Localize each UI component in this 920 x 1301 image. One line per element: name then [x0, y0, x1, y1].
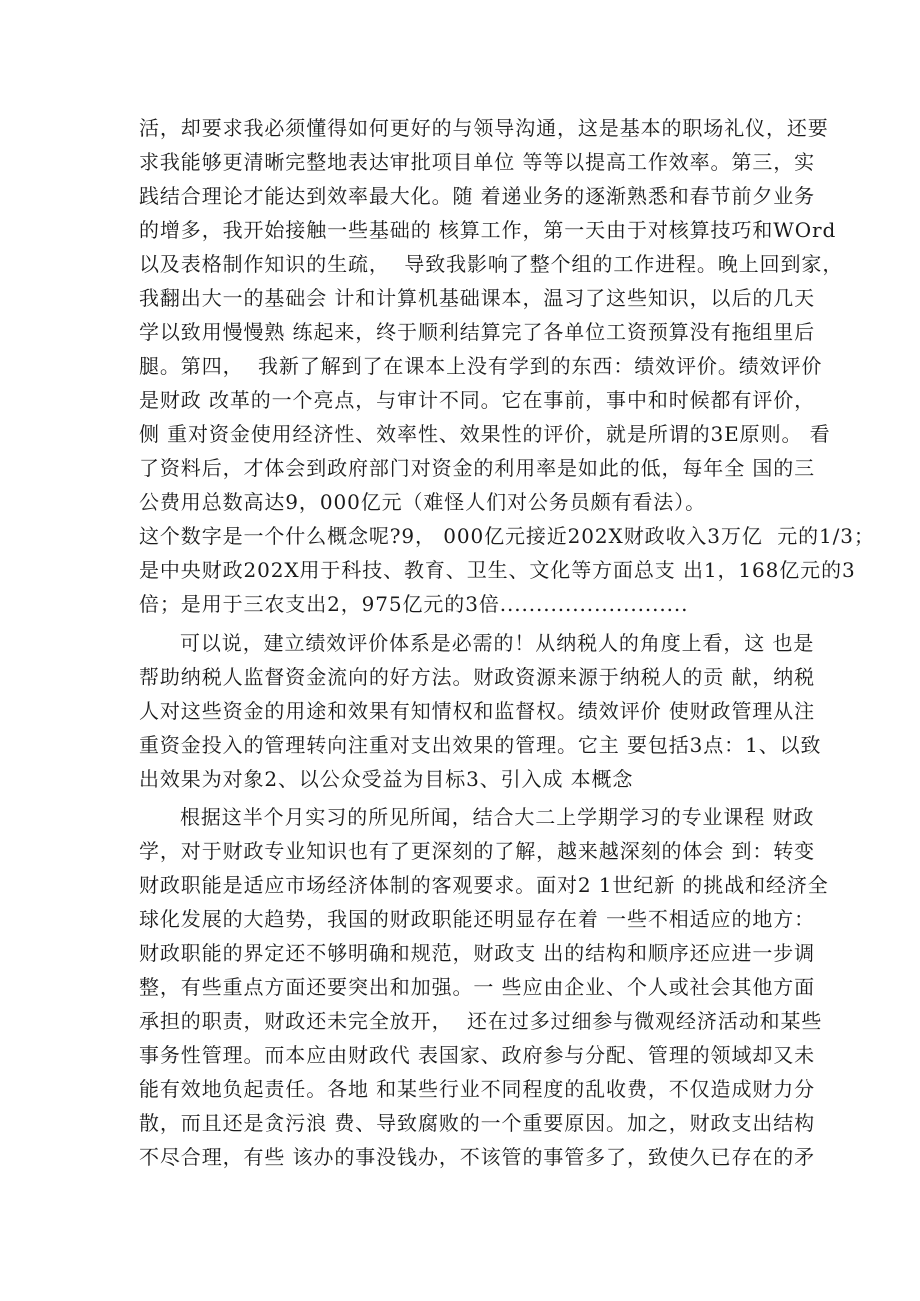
text-line: 的增多，我开始接触一些基础的 核算工作，第一天由于对核算技巧和WOrd: [139, 218, 837, 242]
text-line: 侧 重对资金使用经济性、效率性、效果性的评价，就是所谓的3E原则。 看: [139, 422, 831, 446]
text-line: 球化发展的大趋势，我国的财政职能还明显存在着 一些不相适应的地方：: [139, 907, 816, 931]
text-line: 是中央财政202X用于科技、教育、卫生、文化等方面总支 出1，168亿元的3: [139, 558, 856, 582]
text-line: 散，而且还是贪污浪 费、导致腐败的一个重要原因。加之，财政支出结构: [139, 1111, 816, 1135]
text-line: 践结合理论才能达到效率最大化。随 着递业务的逐渐熟悉和春节前夕业务: [139, 184, 816, 208]
text-line: 财政职能是适应市场经济体制的客观要求。面对2 1世纪新 的挑战和经济全: [139, 873, 829, 897]
paragraph-first-line: 根据这半个月实习的所见所闻，结合大二上学期学习的专业课程 财政: [180, 805, 815, 829]
text-line: 学，对于财政专业知识也有了更深刻的了解，越来越深刻的体会 到：转变: [139, 839, 816, 863]
text-line: 帮助纳税人监督资金流向的好方法。财政资源来源于纳税人的贡 献，纳税: [139, 665, 816, 689]
text-line: 求我能够更清晰完整地表达审批项目单位 等等以提高工作效率。第三，实: [139, 150, 816, 174]
text-line: 财政职能的界定还不够明确和规范，财政支 出的结构和顺序还应进一步调: [139, 941, 816, 965]
text-line: 这个数字是一个什么概念呢?9， 000亿元接近202X财政收入3万亿 元的1/3；: [139, 524, 875, 548]
text-line: 了资料后，才体会到政府部门对资金的利用率是如此的低，每年全 国的三: [139, 456, 816, 480]
text-line: 是财政 改革的一个亮点，与审计不同。它在事前，事中和时候都有评价，: [139, 388, 816, 412]
text-line: 腿。第四， 我新了解到了在课本上没有学到的东西：绩效评价。绩效评价: [139, 354, 823, 378]
text-line: 整，有些重点方面还要突出和加强。一 些应由企业、个人或社会其他方面: [139, 975, 816, 999]
text-line: 以及表格制作知识的生疏， 导致我影响了整个组的工作进程。晚上回到家，: [139, 252, 844, 276]
text-line: 能有效地负起责任。各地 和某些行业不同程度的乱收费，不仅造成财力分: [139, 1077, 816, 1101]
text-line: 承担的职责，财政还未完全放开， 还在过多过细参与微观经济活动和某些: [139, 1009, 823, 1033]
text-line: 活，却要求我必须懂得如何更好的与领导沟通，这是基本的职场礼仪，还要: [139, 116, 829, 140]
text-line: 学以致用慢慢熟 练起来，终于顺利结算完了各单位工资预算没有拖组里后: [139, 320, 816, 344]
text-line: 不尽合理，有些 该办的事没钱办，不该管的事管多了，致使久已存在的矛: [139, 1145, 816, 1169]
text-line: 人对这些资金的用途和效果有知情权和监督权。绩效评价 使财政管理从注: [139, 699, 816, 723]
text-line: 事务性管理。而本应由财政代 表国家、政府参与分配、管理的领域却又未: [139, 1043, 816, 1067]
text-line: 出效果为对象2、以公众受益为目标3、引入成 本概念: [139, 767, 634, 791]
paragraph-first-line: 可以说，建立绩效评价体系是必需的！从纳税人的角度上看，这 也是: [180, 631, 815, 655]
text-line: 重资金投入的管理转向注重对支出效果的管理。它主 要包括3点：1、以致: [139, 733, 822, 757]
text-line: 倍；是用于三农支出2，975亿元的3倍..........................: [139, 592, 689, 616]
text-line: 我翻出大一的基础会 计和计算机基础课本，温习了这些知识，以后的几天: [139, 286, 816, 310]
text-line: 公费用总数高达9，000亿元（难怪人们对公务员颇有看法）。: [139, 490, 706, 514]
